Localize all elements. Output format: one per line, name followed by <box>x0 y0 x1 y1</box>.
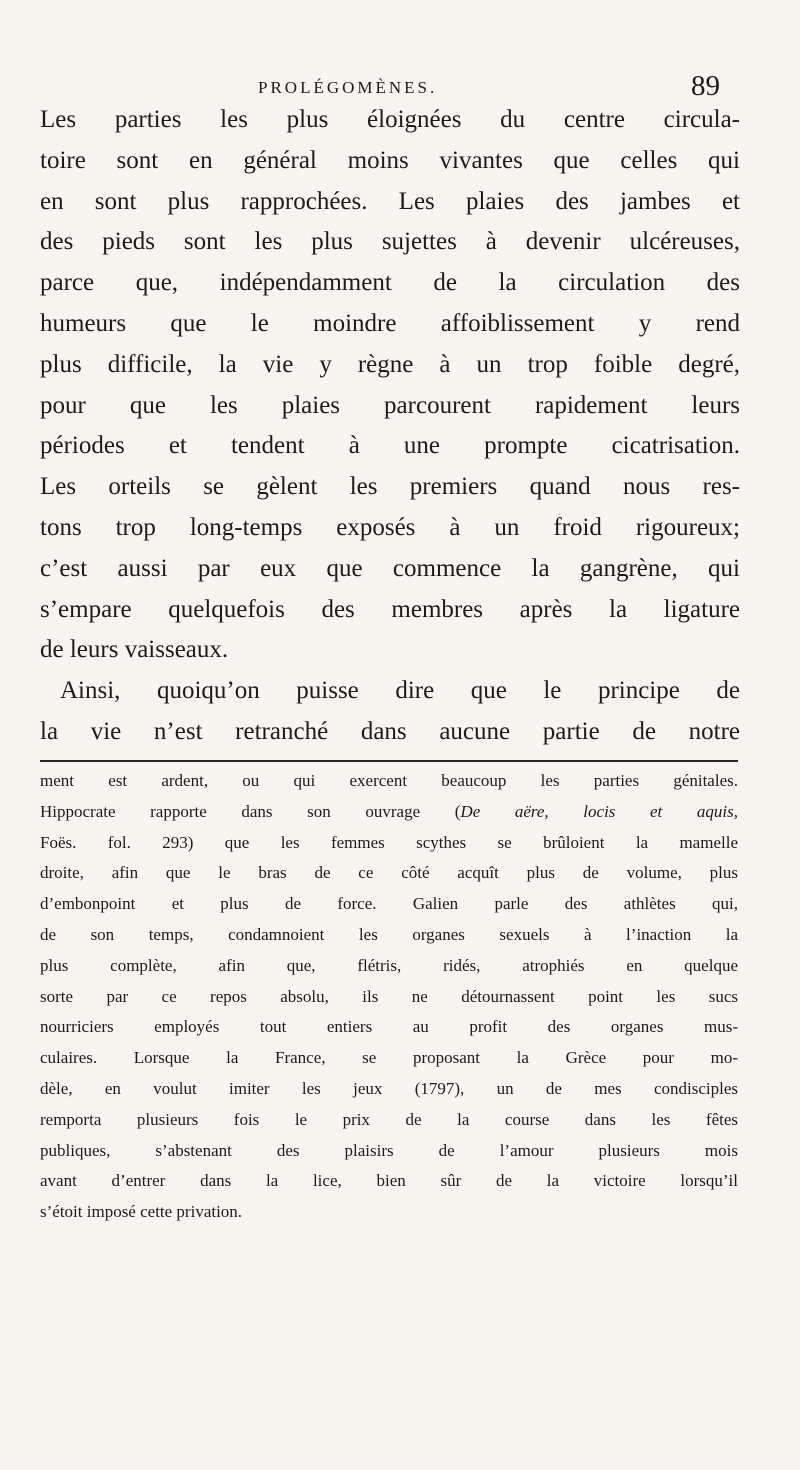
footnote-line: nourriciers employés tout entiers au profit des organes mus- <box>40 1017 738 1037</box>
footnote-text: Hippocrate rapporte dans son ouvrage ( <box>40 801 461 821</box>
footnote-block <box>40 766 738 1228</box>
running-head <box>0 72 800 102</box>
footnote-line: s’étoit imposé cette privation. <box>40 1202 243 1222</box>
main-text-line: périodes et tendent à une prompte cicatrisation. <box>40 432 740 460</box>
running-title: PROLÉGOMÈNES. <box>258 78 438 97</box>
page-number: 89 <box>691 70 720 102</box>
footnote-line: culaires. Lorsque la France, se proposant la Grèce pour mo- <box>40 1048 738 1068</box>
footnote-work-title: De aëre, locis et aquis <box>460 801 734 821</box>
footnote-line: d’embonpoint et plus de force. Galien parle des athlètes qui, <box>40 894 738 914</box>
footnote-line: remporta plusieurs fois le prix de la course dans les fêtes <box>40 1109 738 1129</box>
footnote-line: de son temps, condamnoient les organes sexuels à l’inaction la <box>40 924 738 944</box>
footnote-line: droite, afin que le bras de ce côté acquît plus de volume, plus <box>40 863 738 883</box>
main-text-line: la vie n’est retranché dans aucune partie de notre <box>40 717 740 745</box>
footnote-line: sorte par ce repos absolu, ils ne détournassent point les sucs <box>40 986 738 1006</box>
footnote-text: , <box>733 801 738 821</box>
main-text-line: Les orteils se gèlent les premiers quand nous res- <box>40 473 740 501</box>
main-text-line: tons trop long-temps exposés à un froid rigoureux; <box>40 513 740 541</box>
main-text-line: plus difficile, la vie y règne à un trop foible degré, <box>40 350 740 378</box>
main-text-line: en sont plus rapprochées. Les plaies des jambes et <box>40 187 740 215</box>
footnote-rule <box>40 760 738 762</box>
main-text-line: s’empare quelquefois des membres après la ligature <box>40 595 740 623</box>
main-text-line: c’est aussi par eux que commence la gangrène, qui <box>40 554 740 582</box>
footnote-line: dèle, en voulut imiter les jeux (1797), un de mes condisciples <box>40 1078 738 1098</box>
footnote-line: publiques, s’abstenant des plaisirs de l’amour plusieurs mois <box>40 1140 738 1160</box>
footnote-line: Foës. fol. 293) que les femmes scythes se brûloient la mamelle <box>40 832 738 852</box>
main-text-line: parce que, indépendamment de la circulation des <box>40 269 740 297</box>
main-text-line: Les parties les plus éloignées du centre circula- <box>40 106 740 133</box>
main-text-line: humeurs que le moindre affoiblissement y rend <box>40 309 740 337</box>
footnote-line: plus complète, afin que, flétris, ridés, atrophiés en quelque <box>40 955 738 975</box>
main-text-line: pour que les plaies parcourent rapidement leurs <box>40 391 740 419</box>
footnote-line: ment est ardent, ou qui exercent beaucoup les parties génitales. <box>40 771 738 790</box>
footnote-line: avant d’entrer dans la lice, bien sûr de la victoire lorsqu’il <box>40 1171 738 1191</box>
main-text-block <box>40 100 740 753</box>
main-text-line: des pieds sont les plus sujettes à devenir ulcéreuses, <box>40 228 740 256</box>
main-text-line: de leurs vaisseaux. <box>40 636 229 664</box>
main-text-line: Ainsi, quoiqu’on puisse dire que le principe de <box>60 677 740 705</box>
main-text-line: toire sont en général moins vivantes que celles qui <box>40 146 740 174</box>
footnote-line-with-citation <box>40 797 738 828</box>
